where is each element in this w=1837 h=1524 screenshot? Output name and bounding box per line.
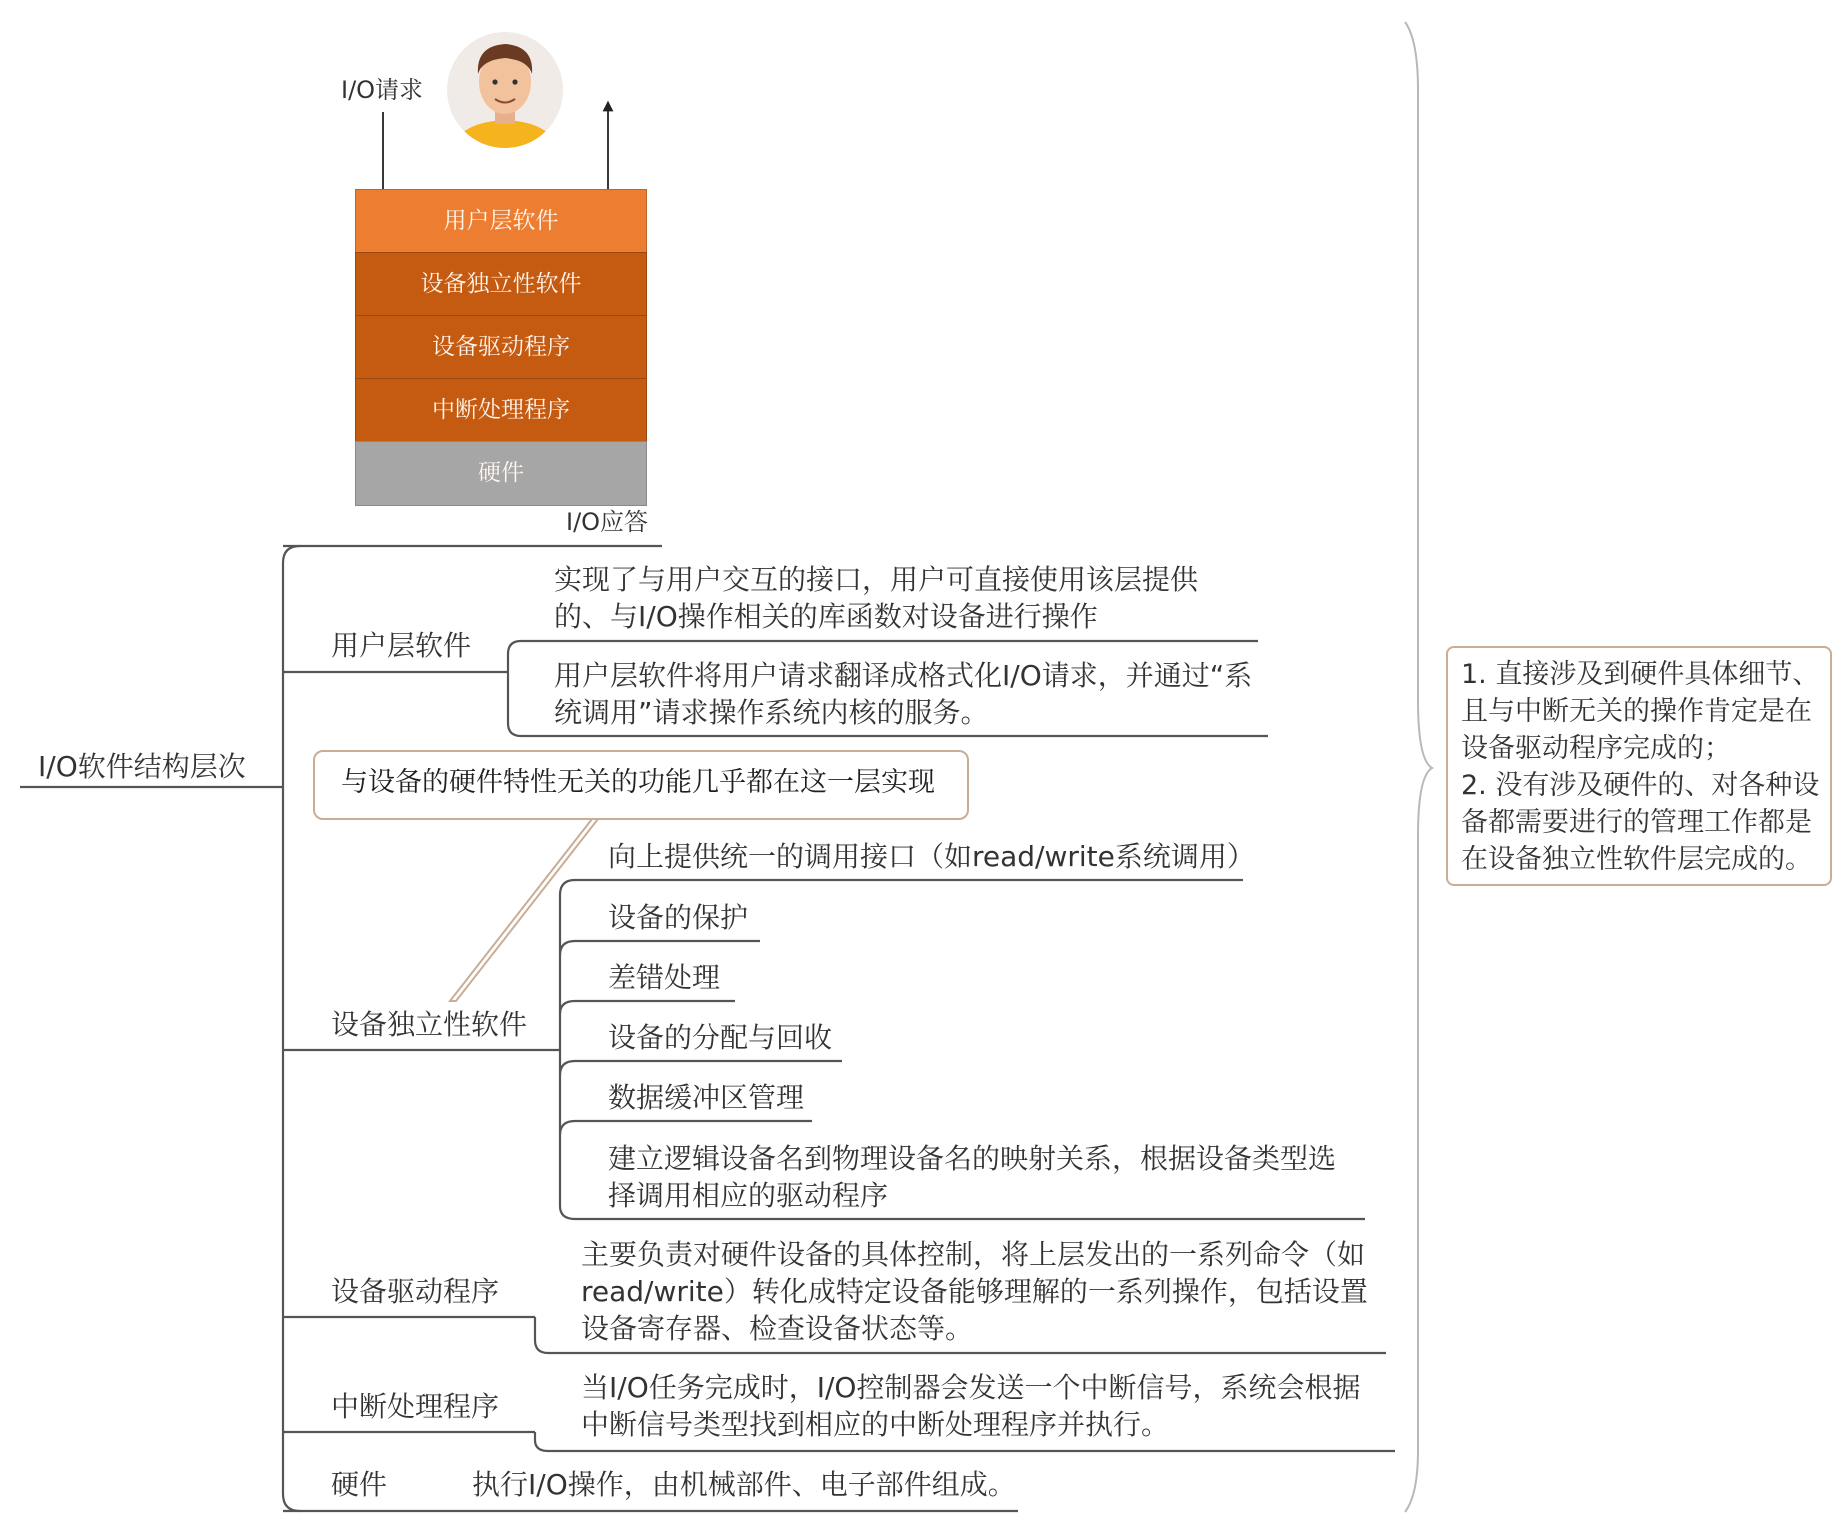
independent-item-buffer-management: 数据缓冲区管理 (608, 1081, 805, 1114)
layer-user-software: 用户层软件 (355, 189, 647, 254)
callout-text: 与设备的硬件特性无关的功能几乎都在这一层实现 (341, 767, 935, 798)
layer-interrupt-handler: 中断处理程序 (355, 378, 647, 443)
independent-item-name-mapping: 建立逻辑设备名到物理设备名的映射关系，根据设备类型选择调用相应的驱动程序 (608, 1142, 1337, 1212)
independent-item-error-handling: 差错处理 (608, 961, 721, 994)
branch-device-independent: 设备独立性软件 (331, 1008, 528, 1041)
layer-device-driver: 设备驱动程序 (355, 315, 647, 380)
user-item-syscall: 用户层软件将用户请求翻译成格式化I/O请求，并通过“系统调用”请求操作系统内核的服务。 (554, 659, 1253, 729)
interrupt-item-description: 当I/O任务完成时，I/O控制器会发送一个中断信号，系统会根据中断信号类型找到相应的中断处理程序并执行。 (581, 1371, 1361, 1441)
io-request-label: I/O请求 (341, 76, 424, 104)
layer-device-independent-software: 设备独立性软件 (355, 252, 647, 317)
independent-item-unified-interface: 向上提供统一的调用接口（如read/write系统调用） (608, 840, 1255, 873)
layer-hardware: 硬件 (355, 441, 647, 506)
driver-item-description: 主要负责对硬件设备的具体控制，将上层发出的一系列命令（如read/write）转化成特定设备能够理解的一系列操作，包括设置设备寄存器、检查设备状态等。 (581, 1238, 1368, 1345)
callout-tail (450, 819, 598, 1001)
branch-interrupt-handler: 中断处理程序 (331, 1390, 500, 1423)
independent-item-protection: 设备的保护 (608, 901, 749, 934)
branch-device-driver: 设备驱动程序 (331, 1275, 500, 1308)
branch-hardware: 硬件 (331, 1468, 388, 1501)
io-response-label: I/O应答 (566, 508, 649, 536)
user-item-interface: 实现了与用户交互的接口，用户可直接使用该层提供的、与I/O操作相关的库函数对设备进行操作 (554, 563, 1199, 633)
note-text (1461, 656, 1823, 878)
note-line-1: 1. 直接涉及到硬件具体细节、且与中断无关的操作肯定是在设备驱动程序完成的； (1461, 659, 1820, 764)
independent-item-allocation: 设备的分配与回收 (608, 1021, 833, 1054)
tree-trunk (283, 546, 300, 1511)
branch-user-software: 用户层软件 (331, 629, 472, 662)
hardware-item-description: 执行I/O操作，由机械部件、电子部件组成。 (472, 1468, 1016, 1501)
user-avatar (447, 32, 563, 150)
root-node: I/O软件结构层次 (38, 750, 246, 783)
right-brace (1405, 22, 1432, 1512)
note-line-2: 2. 没有涉及硬件的、对各种设备都需要进行的管理工作都是在设备独立性软件层完成的。 (1461, 770, 1820, 875)
